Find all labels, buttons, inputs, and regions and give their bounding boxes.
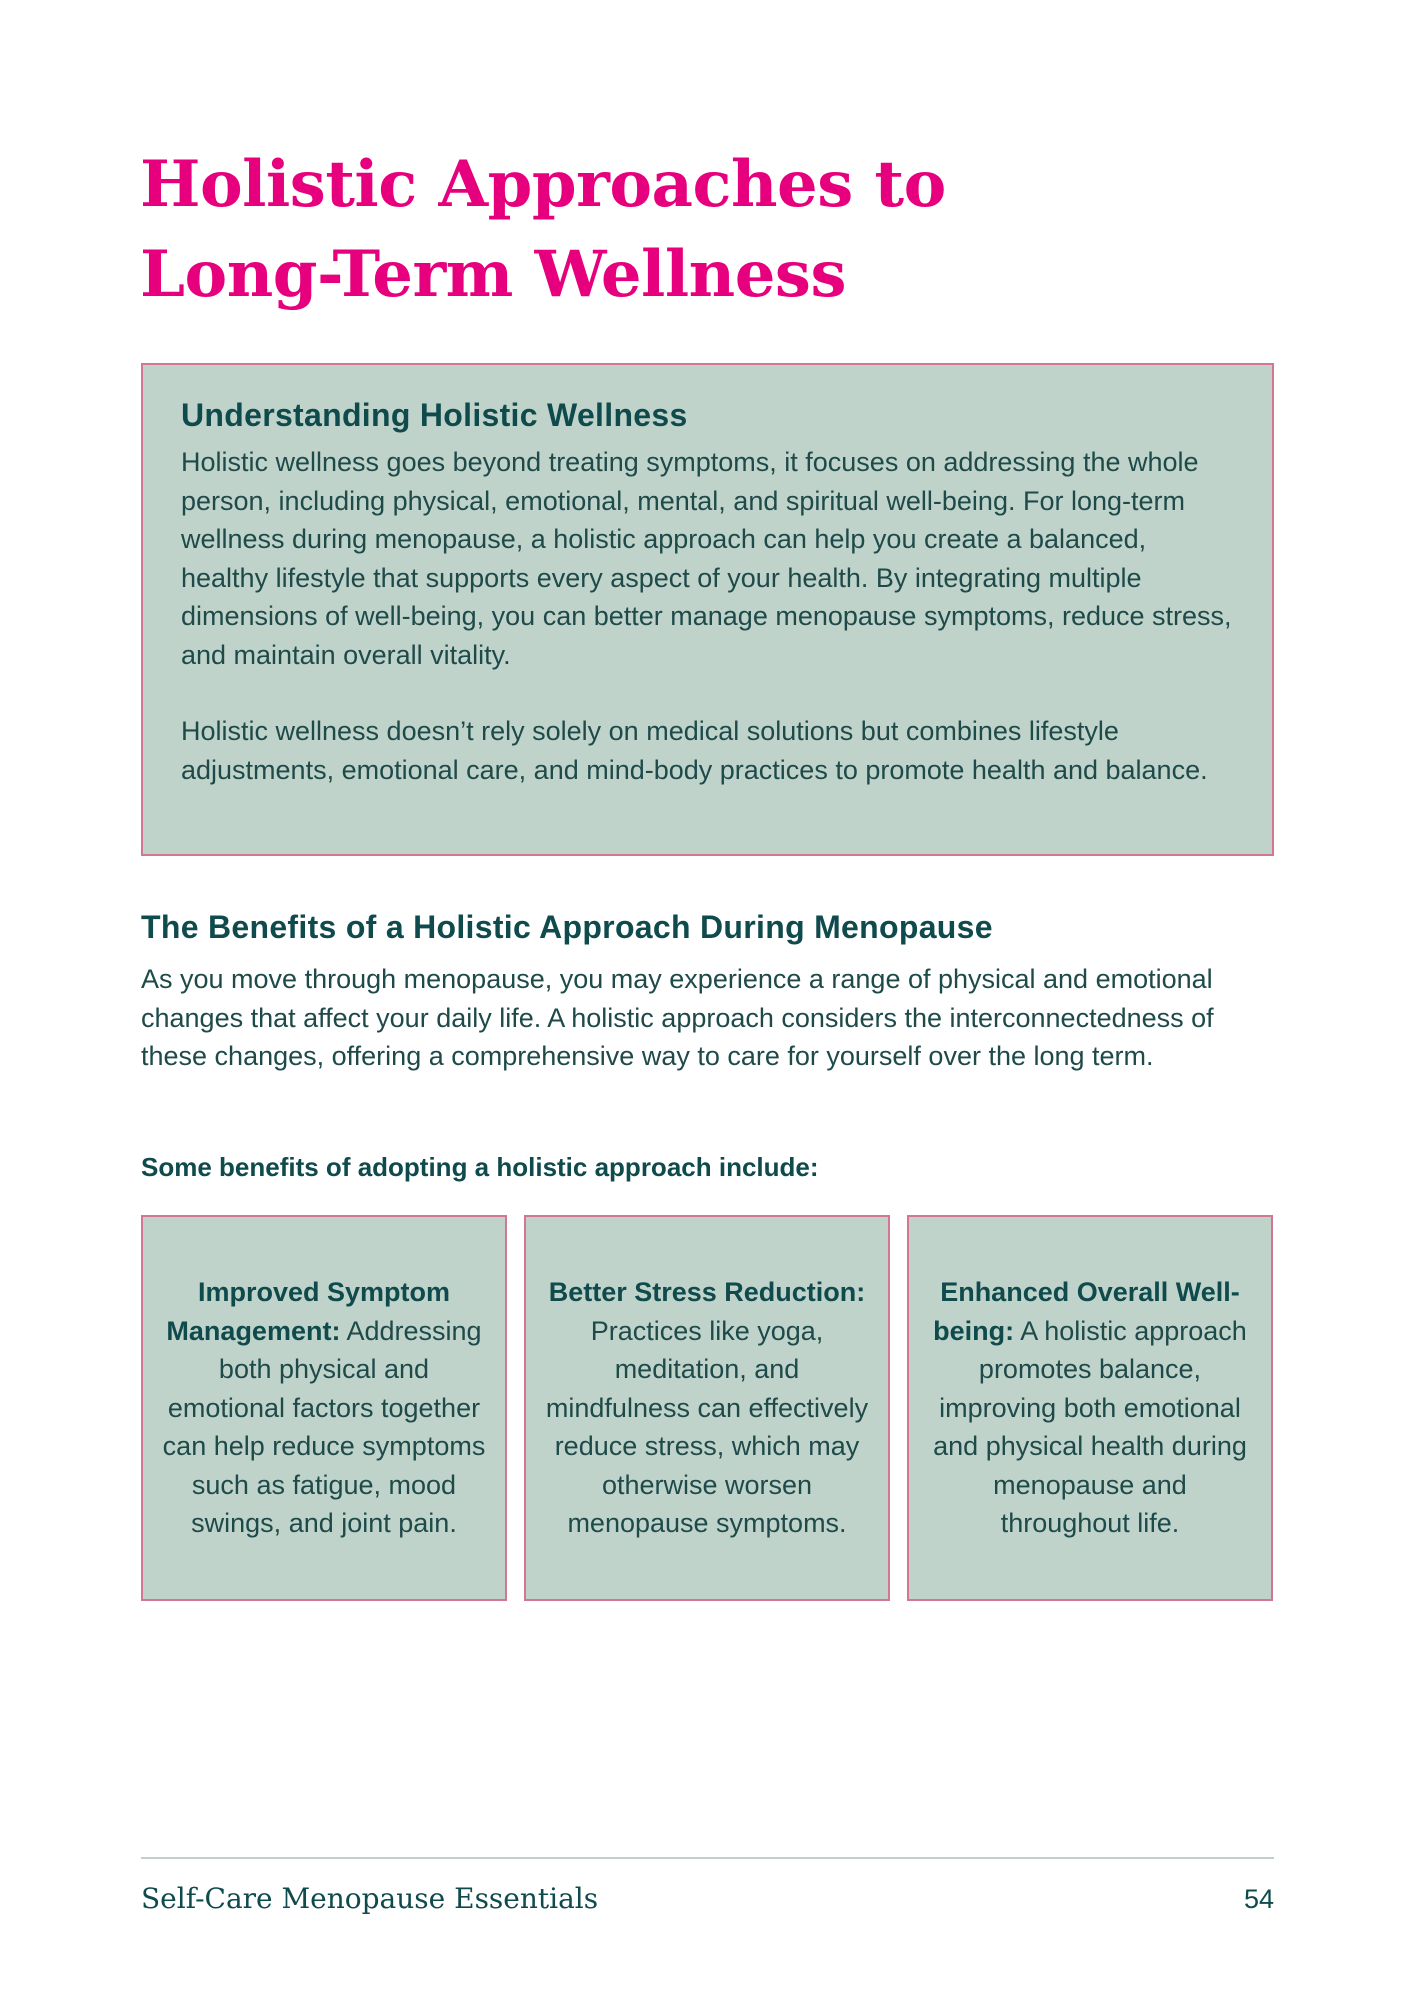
- intro-heading: Understanding Holistic Wellness: [181, 397, 688, 433]
- intro-paragraph-1: Holistic wellness goes beyond treating symptoms, it focuses on addressing the whole person, including physical, emotional, mental, and spiritual well-being. For long-term wellness during menopause, a holistic approach can help you create a balanced, healthy lifestyle that supports every aspect of your health. By integrating multiple dimensions of well-being, you can better manage menopause symptoms, reduce stress, and maintain overall vitality.: [181, 447, 1232, 670]
- benefit-card-body: [927, 1273, 1253, 1543]
- benefit-card-body: [544, 1273, 870, 1543]
- benefit-card-title: Enhanced Overall Well-being:: [933, 1277, 1240, 1346]
- benefit-card-title: Better Stress Reduction:: [548, 1277, 866, 1308]
- benefit-card-overall-well-being: [907, 1215, 1273, 1601]
- intro-paragraph-2: Holistic wellness doesn’t rely solely on medical solutions but combines lifestyle adjustments, emotional care, and mind-body practices to promote health and balance.: [181, 716, 1208, 785]
- footer-divider: [141, 1857, 1274, 1859]
- page-title: [140, 140, 1140, 320]
- benefit-card-body: [161, 1273, 487, 1543]
- benefit-card-text: A holistic approach promotes balance, improving both emotional and physical health during menopause and throughout life.: [933, 1315, 1247, 1539]
- benefit-card-symptom-management: [141, 1215, 507, 1601]
- page-number: 54: [1243, 1884, 1274, 1914]
- benefit-card-stress-reduction: [524, 1215, 890, 1601]
- benefits-heading: The Benefits of a Holistic Approach During Menopause: [141, 909, 993, 945]
- benefit-card-text: Practices like yoga, meditation, and mindfulness can effectively reduce stress, which may otherwise worsen menopause symptoms.: [545, 1315, 869, 1539]
- footer-title: Self-Care Menopause Essentials: [141, 1882, 599, 1915]
- benefits-text: As you move through menopause, you may experience a range of physical and emotional changes that affect your daily life. A holistic approach considers the interconnectedness of these changes, offering a comprehensive way to care for yourself over the long term.: [141, 964, 1214, 1071]
- intro-box: [141, 363, 1274, 856]
- benefits-lead: Some benefits of adopting a holistic approach include:: [141, 1152, 819, 1182]
- page-title-line-2: Long-Term Wellness: [140, 237, 846, 312]
- page-title-line-1: Holistic Approaches to: [140, 147, 946, 222]
- benefit-card-text: Addressing both physical and emotional factors together can help reduce symptoms such as fatigue, mood swings, and joint pain.: [162, 1315, 486, 1539]
- benefit-card-title: Improved Symptom Management:: [166, 1277, 451, 1346]
